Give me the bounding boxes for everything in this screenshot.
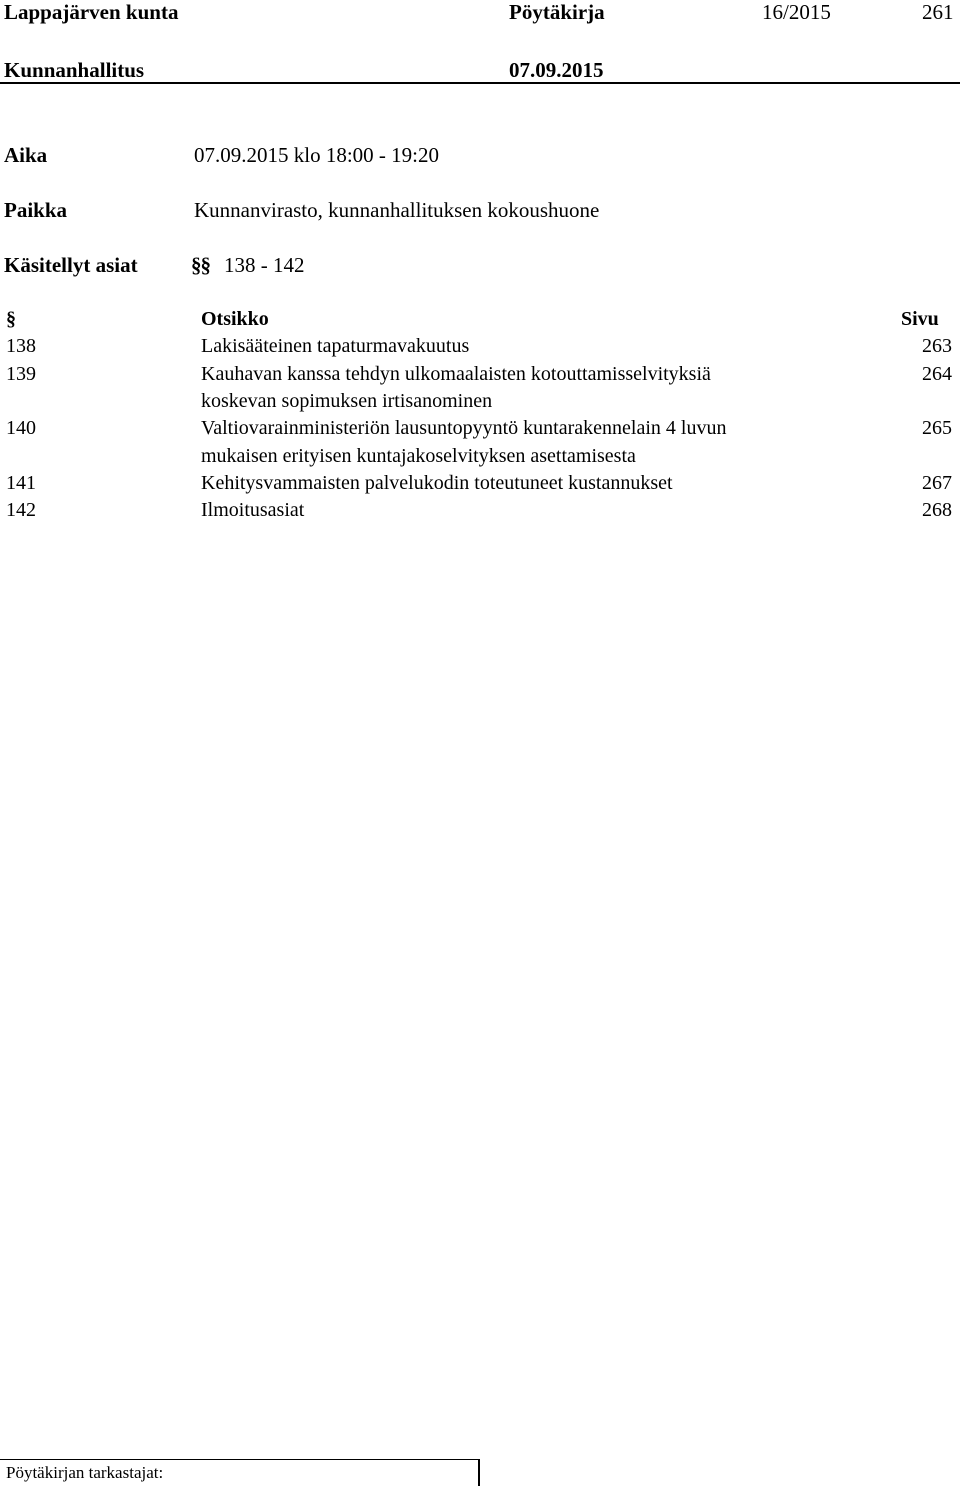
place-value: Kunnanvirasto, kunnanhallituksen kokoushuone — [194, 198, 600, 222]
section-symbol-icon: §§ — [191, 253, 210, 277]
document-number: 16/2015 — [762, 0, 831, 24]
row-title: Kehitysvammaisten palvelukodin toteutuneet kustannukset — [201, 472, 673, 494]
page-column-header: Sivu — [901, 308, 939, 330]
row-title-continuation: koskevan sopimuksen irtisanominen — [201, 390, 493, 412]
row-title: Kauhavan kanssa tehdyn ulkomaalaisten kotouttamisselvityksiä — [201, 363, 711, 385]
row-page: 264 — [922, 363, 952, 385]
row-page: 267 — [922, 472, 952, 494]
row-page: 265 — [922, 417, 952, 439]
meeting-date: 07.09.2015 — [509, 58, 604, 82]
document-type: Pöytäkirja — [509, 0, 605, 24]
place-label: Paikka — [4, 198, 68, 222]
row-number: 139 — [6, 363, 36, 385]
row-title: Ilmoitusasiat — [201, 499, 305, 521]
row-number: 140 — [6, 417, 36, 439]
municipality-name: Lappajärven kunta — [4, 0, 179, 24]
row-title: Lakisääteinen tapaturmavakuutus — [201, 335, 470, 357]
footer-top-border — [0, 1459, 480, 1460]
section-column-header: § — [6, 308, 16, 330]
inspectors-label: Pöytäkirjan tarkastajat: — [6, 1463, 164, 1482]
time-label: Aika — [4, 143, 48, 167]
title-column-header: Otsikko — [201, 308, 269, 330]
governing-body: Kunnanhallitus — [4, 58, 145, 82]
row-number: 141 — [6, 472, 36, 494]
items-range: 138 - 142 — [224, 253, 305, 277]
footer-divider — [478, 1459, 480, 1486]
items-label: Käsitellyt asiat — [4, 253, 138, 277]
row-number: 142 — [6, 499, 36, 521]
row-title: Valtiovarainministeriön lausuntopyyntö kuntarakennelain 4 luvun — [201, 417, 727, 439]
row-page: 263 — [922, 335, 952, 357]
time-value: 07.09.2015 klo 18:00 - 19:20 — [194, 143, 439, 167]
row-page: 268 — [922, 499, 952, 521]
page-number: 261 — [922, 0, 954, 24]
header-rule — [0, 82, 960, 84]
row-number: 138 — [6, 335, 36, 357]
row-title-continuation: mukaisen erityisen kuntajakoselvityksen asettamisesta — [201, 445, 636, 467]
